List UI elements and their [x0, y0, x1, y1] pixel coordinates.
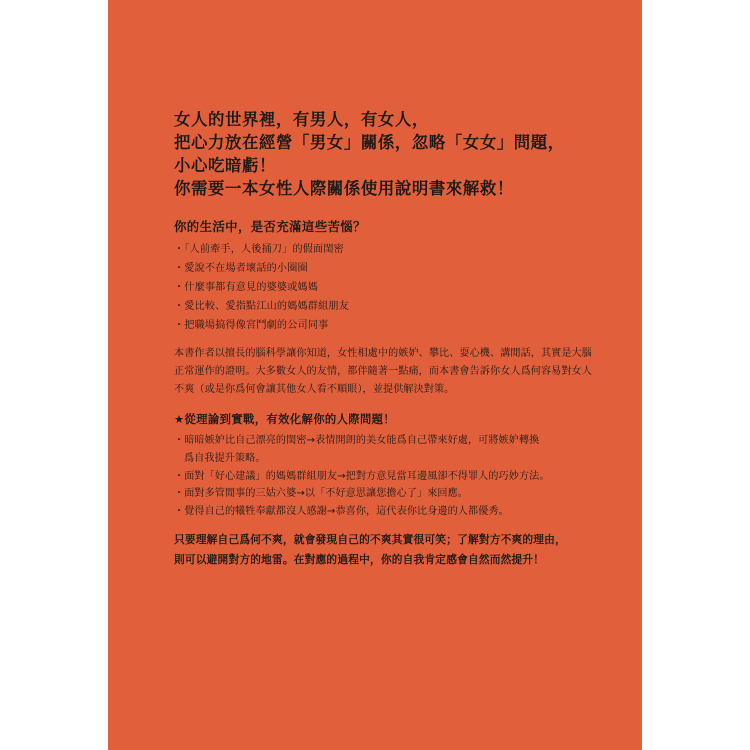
headline-line-1: 女人的世界裡，有男人，有女人， — [174, 110, 429, 129]
headline-line-2: 把心力放在經營「男女」關係，忽略「女女」問題， — [174, 133, 565, 152]
closing-line-1: 只要理解自己爲何不爽，就會發現自己的不爽其實很可笑；了解對方不爽的理由， — [174, 533, 566, 547]
headline-line-4: 你需要一本女性人際關係使用說明書來解救！ — [174, 179, 514, 198]
list-item: ・愛比較、愛指點江山的媽媽群組朋友 — [174, 300, 349, 312]
closing-statement — [174, 530, 642, 569]
list-item: ・愛說不在場者壞話的小圈圈 — [174, 262, 308, 274]
headline-line-3: 小心吃暗虧！ — [174, 156, 276, 175]
troubles-list — [174, 241, 642, 336]
list-item-text: ・暗暗嫉妒比自己漂亮的閨密→表情開朗的美女能爲自己帶來好處，可將嫉妒轉換 — [174, 435, 540, 447]
headline — [174, 108, 642, 200]
list-item: ・把職場搞得像宮鬥劇的公司同事 — [174, 319, 329, 331]
list-item: ・面對「好心建議」的媽媽群組朋友→把對方意見當耳邊風卻不得罪人的巧妙方法。 — [174, 470, 550, 482]
practice-list — [174, 432, 642, 520]
back-cover-panel — [108, 0, 642, 750]
list-item: ・「人前牽手，人後捅刀」的假面閨密 — [174, 244, 344, 255]
description-paragraph: 本書作者以擅長的腦科學讓你知道，女性相處中的嫉妒、攀比、耍心機、講閒話，其實是大腦正常運作的證明。大多數女人的友情，都伴隨著一點痛，而本書會告訴你女人爲何容易對女人不爽（或是你爲何會讓其他女人看不順眼），並提供解決對策。 — [174, 347, 592, 396]
list-item-continuation: 爲自我提升策略。 — [184, 453, 266, 465]
list-item — [174, 432, 642, 467]
list-item: ・面對多管閒事的三姑六婆→以「不好意思讓您擔心了」來回應。 — [174, 488, 468, 500]
practice-heading: ★從理論到實戰，有效化解你的人際問題！ — [174, 413, 396, 427]
list-item: ・覺得自己的犧牲奉獻都沒人感謝→恭喜你，這代表你比身邊的人都優秀。 — [174, 505, 509, 517]
troubles-heading: 你的生活中，是否充滿這些苦惱？ — [174, 219, 366, 234]
list-item: ・什麼事都有意見的婆婆或媽媽 — [174, 281, 319, 293]
closing-line-2: 則可以避開對方的地雷。在對應的過程中，你的自我肯定感會自然而然提升！ — [174, 552, 545, 566]
